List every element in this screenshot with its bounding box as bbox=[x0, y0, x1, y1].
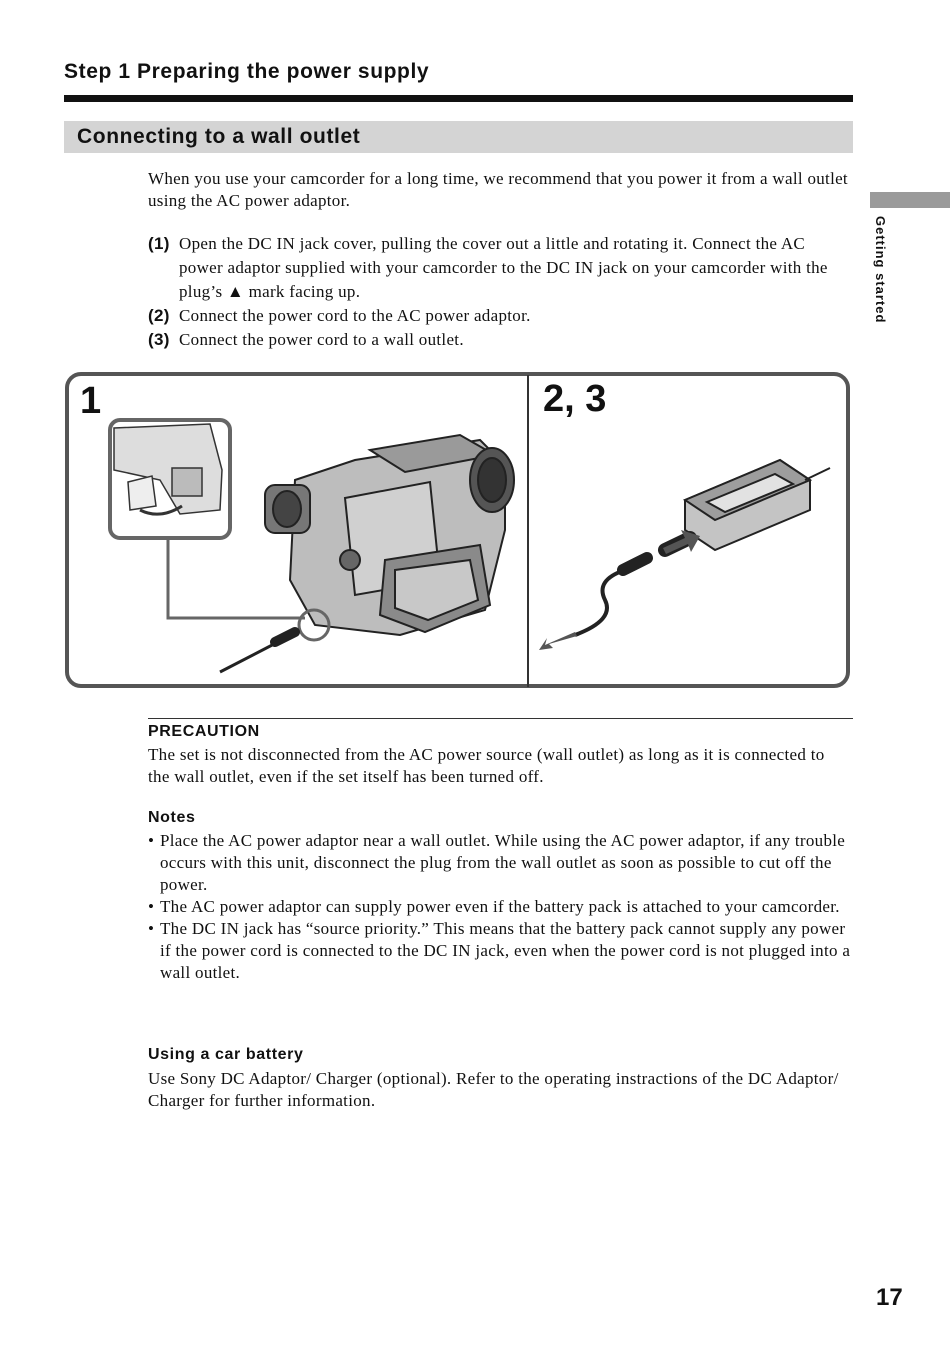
camcorder-illustration bbox=[100, 410, 520, 680]
precaution-heading: PRECAUTION bbox=[148, 723, 260, 740]
note-text: The AC power adaptor can supply power even if the battery pack is attached to your camcorder. bbox=[160, 897, 840, 916]
step-number: (3) bbox=[148, 330, 170, 349]
step-item bbox=[148, 304, 848, 328]
step-item bbox=[148, 328, 848, 352]
step-title: Step 1 Preparing the power supply bbox=[64, 60, 430, 83]
intro-text: When you use your camcorder for a long time, we recommend that you power it from a wall outlet using the AC power adaptor. bbox=[148, 169, 848, 210]
step-number: (2) bbox=[148, 306, 170, 325]
ac-adaptor-illustration bbox=[535, 440, 840, 655]
ac-adaptor-icon bbox=[685, 460, 830, 550]
side-label: Getting started bbox=[873, 216, 888, 324]
car-battery-text: Use Sony DC Adaptor/ Charger (optional). Refer to the operating instractions of the DC Adaptor/ Charger for further information. bbox=[148, 1069, 839, 1110]
precaution-text: The set is not disconnected from the AC power source (wall outlet) as long as it is connected to the wall outlet, even if the set itself has been turned off. bbox=[148, 745, 825, 786]
list-item: • The DC IN jack has “source priority.” This means that the battery pack cannot supply any power if the power cord is connected to the DC IN jack, even when the power cord is not plugged into a wall outlet. bbox=[148, 918, 858, 984]
illustration-divider bbox=[527, 375, 529, 687]
steps-list bbox=[148, 232, 848, 352]
notes-heading: Notes bbox=[148, 809, 196, 826]
dc-plug-icon bbox=[220, 632, 295, 672]
figure-label-left: 1 bbox=[80, 380, 102, 422]
figure-label-right: 2, 3 bbox=[543, 378, 607, 420]
precaution-rule bbox=[148, 718, 853, 719]
note-text: The DC IN jack has “source priority.” This means that the battery pack cannot supply any power if the power cord is connected to the DC IN jack, even when the power cord is not plugged into a wall outlet. bbox=[160, 919, 851, 982]
list-item: • Place the AC power adaptor near a wall outlet. While using the AC power adaptor, if any trouble occurs with this unit, disconnect the plug from the wall outlet as soon as possible to cut off the power. bbox=[148, 830, 858, 896]
note-text: Place the AC power adaptor near a wall outlet. While using the AC power adaptor, if any trouble occurs with this unit, disconnect the plug from the wall outlet as soon as possible to cut off the power. bbox=[160, 831, 846, 894]
step-number: (1) bbox=[148, 234, 170, 253]
step-text: Connect the power cord to a wall outlet. bbox=[179, 330, 464, 349]
camcorder-icon bbox=[265, 435, 514, 640]
side-tab bbox=[870, 192, 950, 208]
step-rule bbox=[64, 95, 853, 102]
step-item bbox=[148, 232, 848, 304]
page-number: 17 bbox=[876, 1284, 903, 1311]
step-text: Open the DC IN jack cover, pulling the cover out a little and rotating it. Connect the AC power adaptor supplied with your camcorder to the DC IN jack on your camcorder with the plug’s ▲ mark facing up. bbox=[179, 234, 828, 301]
section-bar bbox=[64, 121, 853, 153]
car-battery-heading: Using a car battery bbox=[148, 1046, 304, 1063]
step-text: Connect the power cord to the AC power adaptor. bbox=[179, 306, 531, 325]
list-item: • The AC power adaptor can supply power even if the battery pack is attached to your camcorder. bbox=[148, 897, 840, 916]
section-title: Connecting to a wall outlet bbox=[77, 125, 361, 148]
power-cord-icon bbox=[575, 538, 690, 635]
notes-list bbox=[148, 830, 858, 984]
arrow-icon bbox=[539, 530, 700, 650]
